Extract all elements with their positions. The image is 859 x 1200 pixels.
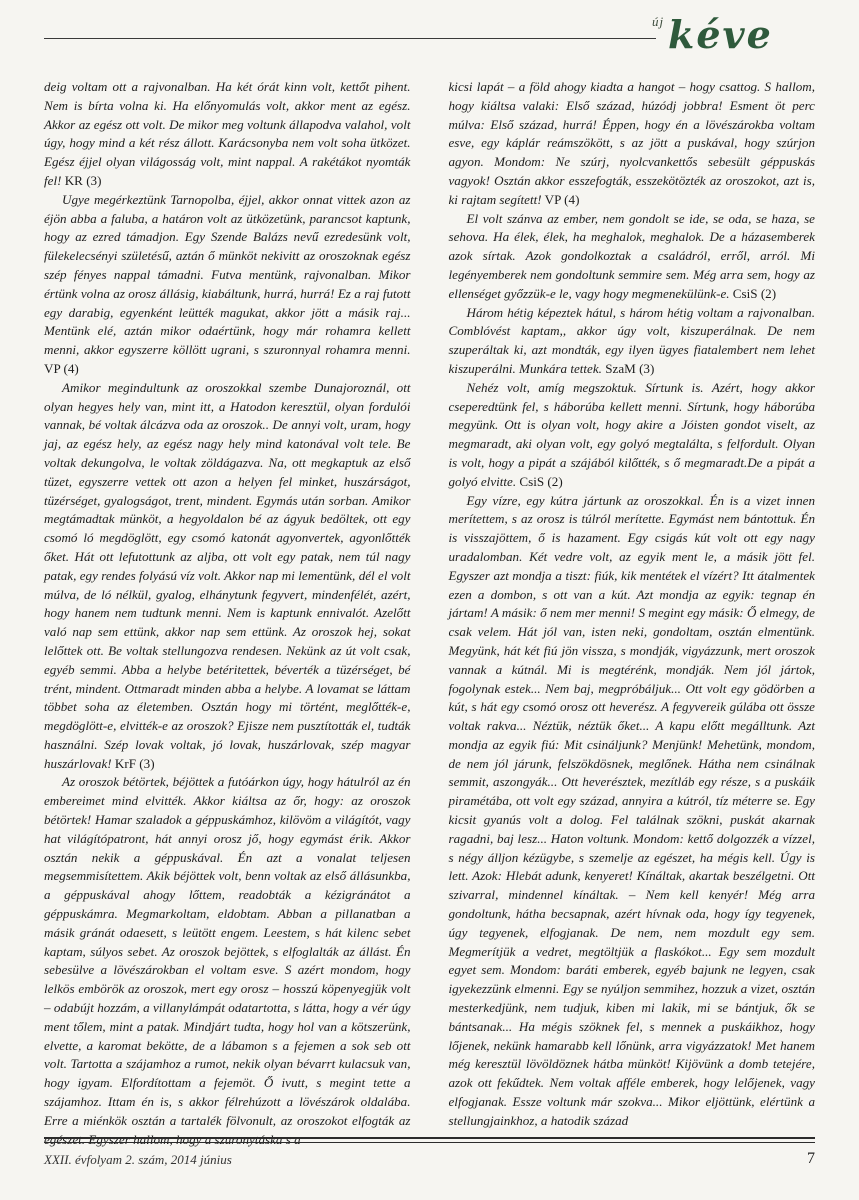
speaker-signature: VP (4) <box>44 360 79 376</box>
logo-main-text: kéve <box>668 12 773 57</box>
header-rule <box>44 38 656 39</box>
paragraph: Ugye megérkeztünk Tarnopolba, éjjel, akkor onnat vittek azon az éjön abba a faluba, a határon volt az ütközetünk, parancsot kaptunk, hogy az ezred támadjon. Egy Szende Balázs nevű ezredesünk volt, fülekelecsényi születésű, aztán ő münköt nekivitt az oroszoknak egész szép fényes nappal támadni. Futva mentünk, rajvonalban. Mikor értünk volna az orosz állásig, kiabáltunk, hurrá, hurrá! Ez a raj futott egy darabig, egyenként leütték magukat, akkor jött a másik raj... Mentünk elé, aztán mikor odaértünk, hogy már rohamra kellett menni, akkor egyszerre köllött ugrani, s szuronnyal rohamra menni. VP (4) <box>44 191 411 376</box>
paragraph: Egy vízre, egy kútra jártunk az oroszokkal. Én is a vizet innen merítettem, s az orosz is túlról merítette. Egymást nem bántottuk. Én is visszajöttem, ő is hazament. Egy csigás kút volt ott egy nagy uradalomban. Két vedre volt, az egyik ment le, a másik jött fel. Egyszer azt mondja a tiszt: fiúk, kik mentétek el vízért? Itt átalmentek ezen a dombon, s ott van a kút. Azt mondja az egyik: tegnap én jártam! A másik: ő nem mer menni! S megint egy másik: Ő elmegy, de csak velem. Hát jól van, isten neki, gondoltam, osztán elmentünk. Megyünk, hát két fiú jön vissza, s mondják, vigyázzunk, mert oroszok vannak a kútnál. Mi is megtérénk, mondják. Nem jól jártok, fogolynak estek... Nem baj, megpróbáljuk... Ott volt egy gödörben a kút, s hát egy csomó orosz ott heverész. A fegyvereik gúlába ott össze voltak rakva... Néztük, néztük őket... A kapu előtt megálltunk. Azt mondja az egyik fiú: Mit csináljunk? Menjünk! Mehetünk, mondom, de nem jól járunk, felszökdösnek, meglőnek. Hátha nem csinálnak semmit, aszongyák... Ott heverésztek, mezítláb egy része, s a puskáik piramétába, ott volt egy század, annyira a kútról, tíz méterre se. Egy kicsit gyanús volt a dolog. Fel találnak szökni, puskát akarnak ragadni, baj lesz... Haton voltunk. Mondom: kettő dolgozzék a vízzel, s négy álljon kézügybe, s szemelje az egészet, ha mégis kell. Úgy is lett. Azok: Hlebát adunk, kenyeret! Kínáltak, akartak beszélgetni. Ott szivarral, mindennel kínáltak. – Nem kell kenyér! Még arra gondoltunk, hátha becsapnak, azért hívnak oda, hogy így tegyenek, úgy tegyenek, elfogjanak. De nem, nem mozdult egy sem. Megmerítjük a vedret, megtöltjük a flaskókot... Egy sem mozdult egyet sem. Mondom: baráti emberek, egyéb bajunk ne legyen, csak igyekezzünk elmenni. Egy se nyúljon semmihez, hozzuk a vizet, osztán mesterkedjünk, nem tudjuk, kiben mi lakik, mi se bántjuk, ők se bántsanak... Ha mégis szöknek fel, s mennek a puskáikhoz, hogy lőjenek, nekünk hamarabb kell lőnünk, arra vigyázzatok! Met hanem még keresztül lövöldöznek hátba münköt! Kijövünk a domb tetejére, azok ott fekűdtek. Nem voltak afféle emberek, hogy lelőjenek, vagy elfogjanak. Essze voltunk már szokva... Mikor eljöttünk, elértünk a stellungjainkhoz, a hatodik század <box>448 492 815 1128</box>
speaker-signature: KR (3) <box>61 172 102 188</box>
paragraph: El volt szánva az ember, nem gondolt se ide, se oda, se haza, se sehova. Ha élek, élek, ha meghalok, meghalok. De a házasemberek azok sírtak. Azok gondolkoztak a családról, erről, arról. Mi legényemberek nem gondoltunk semmire sem. Még arra sem, hogy az ellenséget győzzük-e le, vagy hogy megmenekülünk-e. CsiS (2) <box>448 210 815 301</box>
speaker-signature: VP (4) <box>541 191 580 207</box>
speaker-signature: CsiS (2) <box>516 473 563 489</box>
footer-rule <box>44 1137 815 1139</box>
paragraph: deig voltam ott a rajvonalban. Ha két órát kinn volt, kettőt pihent. Nem is bírta volna ki. Ha előnyomulás volt, akkor ment az egész. Akkor az egész ott volt. De mikor meg voltunk állapodva valahol, volt úgy, hogy mind a két rész állott. Karácsonyba nem volt soha ütközet. Egész éjjel olyan világosság volt, mint nappal. A rakétákot nyomták fel! KR (3) <box>44 79 411 188</box>
right-column <box>449 78 816 1128</box>
paragraph: Amikor megindultunk az oroszokkal szembe Dunajoroznál, ott olyan hegyes hely van, mint itt, a Hatodon keresztül, olyan fordulói vannak, bé voltak álcázva oda az oroszok.. De annyi volt, uram, hogy jaj, az egész hely, az egész nagy hely mind katonával volt tele. Be voltak dekungolva, le voltak zöldágazva. Na, ott megkaptuk az első tüzet, egyszerre vettek ott azon a helyen fel minket, huszárságot, tüzérséget, gyalogságot, trent, mindent. Egymás után sorban. Amikor megtámadtak münköt, a hegyoldalon bé az ágyuk bedöltek, ott egy csomó ló megdöglött, egy csomó katonát agyonvertek, agyonlőtték őket. Hát ott lefutottunk az aljba, ott volt egy patak, nem túl nagy patak, egy rendes folyású víz volt. Akkor nap mi lementünk, dél el volt múlva, de ló nélkül, gyalog, elhánytunk fegyvert, mindenfélét, azért, hogy hanem nem tudtunk menni. Nem is kaptunk ennivalót. Azelőtt való nap sem ettünk, akkor nap sem ettünk. Az oroszok hej, sokat lelőttek ott. Be voltak stellungozva rendesen. Nekünk az út volt csak, egyéb semmi. Abba a helybe betéritettek, béverték a tüzérséget, bé trént, mindent. Ottmaradt minden abba a helybe. A lovamat se láttam többet soha az életemben. Osztán hogy mi történt, meglőtték-e, megdöglött-e, elvitték-e az oroszok? Ejisze nem pusztították el, tudták használni. Szép lovak voltak, jó lovak, huszárlovak, szép magyar huszárlovak! KrF (3) <box>44 379 411 771</box>
magazine-logo <box>652 8 812 58</box>
speaker-signature: KrF (3) <box>111 755 155 771</box>
paragraph: Az oroszok bétörtek, béjöttek a futóárkon úgy, hogy hátulról az én embereimet mind elvitték. Akkor kiáltsa az őr, hogy: az oroszok bétörtek! Hamar szaladok a géppuskámhoz, kilövöm a világítót, vagy hat világítópatront, hát annyi orosz jő, hogy egymást érik. Akkor osztán nekik a géppuskával. Én azt a vonalat teljesen megsemmisítettem. Akik béjöttek volt, benn voltak az első állásunkba, a géppuskával ahogy lőttem, readobták a kézigránátot a géppuskámra. Megmarkoltam, eldobtam. Abban a pillanatban a másik gránát odaesett, s leütött engem. Leestem, s hát kilenc sebet kaptam, súlyos sebet. Az oroszok bejöttek, s elfoglalták az állást. Én sebesülve a lövészárokban el voltam esve. S azért mondom, hogy lelkös embörök az oroszok, mert egy orosz – hosszú köpenyegjük volt – odabújt hozzám, a villanylámpát odatartotta, s látta, hogy a vér úgy ment tőlem, mint a patak. Mindjárt tudta, hogy hol van a kötszerünk, elvette, a karomat bekötte, de a lábamon s a fejemen a sok seb ott volt. Tartotta a szájamhoz a rumot, nekik olyan bévarrt kulacsuk van, hogy igyam. Elfordítottam a fejemöt. Ő ivutt, s megint tette a szájamhoz. Ittam én is, s akkor félrehúzott a lövészárok oldalába. Erre a miénkök osztán a tartalék fölvonult, az oroszokot elfogták az egészet. Egyszer hallom, hogy a szuronytáska s a <box>44 774 411 1147</box>
paragraph: Három hétig képeztek hátul, s három hétig voltam a rajvonalban. Comblóvést kaptam,, akkor úgy volt, kiszuperálnak. De nem szuperáltak ki, azt mondták, egy ilyen ügyes fiatalembert nem lehet kiszuperálni. Munkára tettek. SzaM (3) <box>448 304 815 376</box>
issue-info: XXII. évfolyam 2. szám, 2014 június <box>44 1152 232 1167</box>
article-body <box>44 78 815 1147</box>
page-number: 7 <box>807 1150 815 1167</box>
speaker-signature: CsiS (2) <box>729 285 777 301</box>
left-column <box>44 78 411 1147</box>
paragraph: kicsi lapát – a föld ahogy kiadta a hangot – hogy csattog. S hallom, hogy kiáltsa valaki: Első század, húzódj jobbra! Esment öt perc múlva: Első század, hurrá! Éppen, hogy én a lövészárokba voltam esve, egy káplár reámszökött, s az jött a puskával, hogy szúrjon agyon. Mondom: Ne szúrj, nyolcvankettős sebesült géppuskás vagyok! Osztán akkor esszefogták, esszekötözték az oroszokot, azt is, ki rajtam segített! VP (4) <box>448 79 815 207</box>
paragraph: Nehéz volt, amíg megszoktuk. Sírtunk is. Azért, hogy akkor cseperedtünk fel, s háborúba kellett menni. Sírtunk, hogy háborúba megyünk. Ott is olyan volt, hogy akire a Jóisten gondot viselt, az megmaradt, aki olyan volt, egy golyó megtalálta, s felfordult. Olyan is volt, hogy a pipát a szájából kilőtték, s ő megmaradt.De a pipát a golyó elvitte. CsiS (2) <box>448 379 815 489</box>
speaker-signature: SzaM (3) <box>601 360 655 376</box>
logo-small-text: új <box>652 14 665 29</box>
footer-rule-thin <box>44 1142 815 1143</box>
